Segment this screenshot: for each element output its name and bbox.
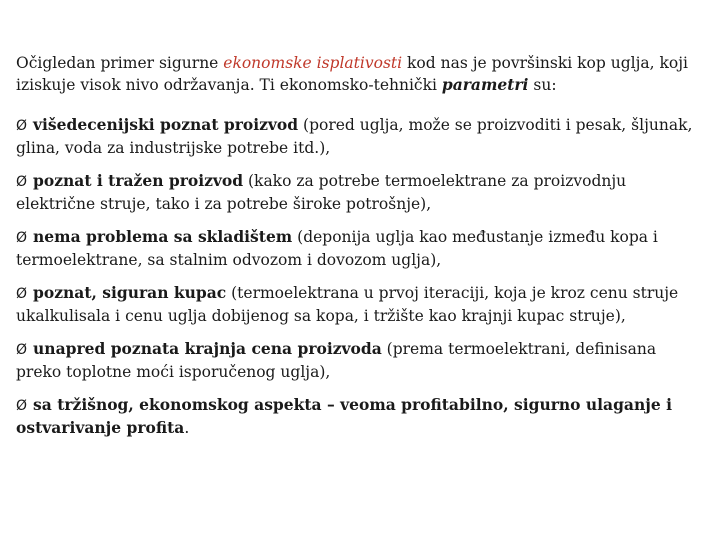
arrow-bullet-icon: Ø (16, 118, 28, 134)
bullet-text: (termoelektrana u prvoj iteraciji, koja je kroz cenu struje ukalkulisala i cenu uglja dobijenog sa kopa, i tržište kao krajnji kupac struje), (16, 284, 679, 325)
list-item (16, 114, 706, 159)
bullet-text: (prema termoelektrani, definisana preko toplotne moći isporučenog uglja), (16, 340, 657, 381)
list-item (16, 394, 706, 439)
intro-paragraph (16, 52, 706, 96)
arrow-bullet-icon: Ø (16, 174, 28, 190)
intro-emphasis: parametri (441, 75, 529, 94)
bullet-bold: višedecenijski poznat proizvod (33, 115, 299, 134)
arrow-bullet-icon: Ø (16, 342, 28, 358)
bullet-bold: sa tržišnog, ekonomskog aspekta – veoma profitabilno, sigurno ulaganje i ostvarivanje profita (16, 395, 672, 437)
bullet-bold: poznat, siguran kupac (33, 283, 227, 302)
parameter-list (16, 114, 706, 439)
intro-highlight: ekonomske isplativosti (223, 54, 403, 72)
list-item (16, 282, 706, 327)
bullet-bold: poznat i tražen proizvod (33, 171, 244, 190)
list-item (16, 170, 706, 215)
bullet-text: (deponija uglja kao međustanje između kopa i termoelektrane, sa stalnim odvozom i dovozom uglja), (16, 228, 658, 269)
list-item (16, 338, 706, 383)
intro-text-1: Očigledan primer sigurne (16, 54, 224, 72)
arrow-bullet-icon: Ø (16, 286, 28, 302)
list-item (16, 226, 706, 271)
bullet-text: (kako za potrebe termoelektrane za proizvodnju električne struje, tako i za potrebe široke potrošnje), (16, 172, 627, 213)
bullet-bold: nema problema sa skladištem (33, 227, 293, 246)
arrow-bullet-icon: Ø (16, 230, 28, 246)
intro-text-2: kod nas je površinski kop uglja, koji iziskuje visok nivo održavanja. Ti ekonomsko-tehnički (16, 54, 688, 94)
intro-text-3: su: (528, 76, 557, 94)
slide-content (16, 52, 706, 450)
bullet-bold: unapred poznata krajnja cena proizvoda (33, 339, 382, 358)
arrow-bullet-icon: Ø (16, 398, 28, 414)
bullet-text: (pored uglja, može se proizvoditi i pesak, šljunak, glina, voda za industrijske potrebe itd.), (16, 116, 693, 157)
bullet-text: . (184, 419, 190, 437)
